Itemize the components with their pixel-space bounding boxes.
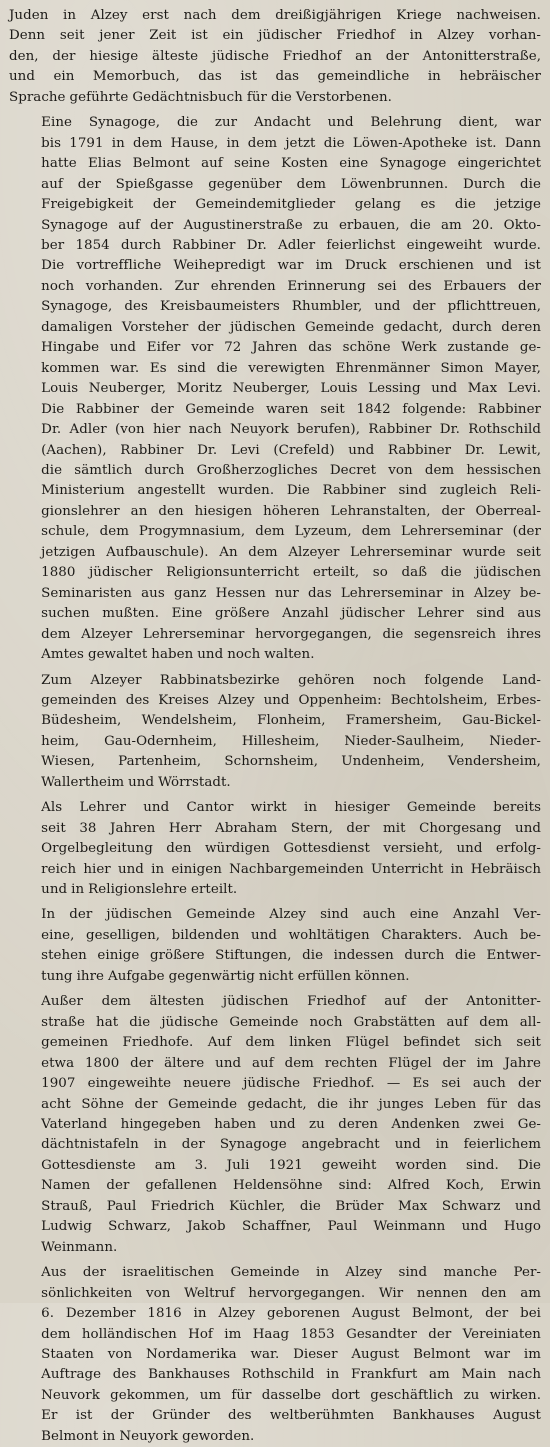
text-line: hatte Elias Belmont auf seine Kosten eine Synagoge eingerichtet — [41, 156, 541, 172]
text-line: straße hat die jüdische Gemeinde noch Grabstätten auf dem all- — [41, 1014, 541, 1030]
text-line: 1880 jüdischer Religionsunterricht erteilt, so daß die jüdischen — [41, 565, 541, 581]
text-line: Neuvork gekommen, um für dasselbe dort geschäftlich zu wirken. — [41, 1387, 541, 1403]
text-line: und ein Memorbuch, das ist das gemeindliche in hebräischer — [9, 69, 541, 85]
text-line: Aus der israelitischen Gemeinde in Alzey sind manche Per- — [41, 1265, 541, 1281]
text-line: Als Lehrer und Cantor wirkt in hiesiger Gemeinde bereits — [41, 800, 541, 816]
text-line: Die Rabbiner der Gemeinde waren seit 1842 folgende: Rabbiner — [41, 401, 541, 417]
text-line: Vaterland hingegeben haben und zu deren Andenken zwei Ge- — [41, 1117, 541, 1133]
text-line: die sämtlich durch Großherzogliches Decret von dem hessischen — [41, 462, 541, 478]
text-line: auf der Spießgasse gegenüber dem Löwenbrunnen. Durch die — [41, 176, 541, 192]
text-line: Büdesheim, Wendelsheim, Flonheim, Framersheim, Gau-Bickel- — [41, 713, 541, 729]
text-line: Staaten von Nordamerika war. Dieser August Belmont war im — [41, 1347, 541, 1362]
text-line: Louis Neuberger, Moritz Neuberger, Louis Lessing und Max Levi. — [41, 381, 541, 397]
text-line: 1907 eingeweihte neuere jüdische Friedhof. — Es sei auch der — [41, 1076, 541, 1092]
text-line: seit 38 Jahren Herr Abraham Stern, der mit Chorgesang und — [41, 820, 541, 836]
text-line: etwa 1800 der ältere und auf dem rechten Flügel der im Jahre — [41, 1055, 541, 1071]
text-line: Außer dem ältesten jüdischen Friedhof auf der Antonitter- — [41, 994, 541, 1010]
text-line: stehen einige größere Stiftungen, die indessen durch die Entwer- — [41, 948, 541, 964]
paragraph — [9, 1263, 541, 1447]
text-line: dächtnistafeln in der Synagoge angebracht und in feierlichem — [41, 1137, 541, 1153]
text-line: damaligen Vorsteher der jüdischen Gemeinde gedacht, durch deren — [41, 319, 541, 335]
text-line: dem Alzeyer Lehrerseminar hervorgegangen, die segensreich ihres — [41, 626, 541, 642]
text-line: Gottesdienste am 3. Juli 1921 geweiht worden sind. Die — [41, 1157, 541, 1173]
paragraph — [9, 671, 541, 794]
text-line: Wallertheim und Wörrstadt. — [41, 774, 231, 790]
text-line: acht Söhne der Gemeinde gedacht, die ihr junges Leben für das — [41, 1096, 541, 1112]
text-line: Er ist der Gründer des weltberühmten Bankhauses August — [41, 1408, 541, 1424]
text-line: Sprache geführte Gedächtnisbuch für die Verstorbenen. — [9, 89, 392, 105]
text-line: den, der hiesige älteste jüdische Friedhof an der Antonitterstraße, — [9, 48, 541, 64]
text-line: eine, geselligen, bildenden und wohltätigen Charakters. Auch be- — [41, 927, 541, 943]
text-line: Belmont in Neuyork geworden. — [41, 1428, 255, 1444]
text-line: Namen der gefallenen Heldensöhne sind: Alfred Koch, Erwin — [41, 1178, 541, 1194]
text-line: tung ihre Aufgabe gegenwärtig nicht erfüllen können. — [41, 968, 410, 984]
text-line: heim, Gau-Odernheim, Hillesheim, Nieder-Saulheim, Nieder- — [41, 733, 541, 749]
text-line: kommen war. Es sind die verewigten Ehrenmänner Simon Mayer, — [41, 360, 541, 376]
text-line: Denn seit jener Zeit ist ein jüdischer Friedhof in Alzey vorhan- — [9, 28, 541, 44]
text-line: Synagoge auf der Augustinerstraße zu erbauen, die am 20. Okto- — [41, 217, 541, 233]
text-line: bis 1791 in dem Hause, in dem jetzt die Löwen-Apotheke ist. Dann — [41, 135, 541, 151]
text-line: In der jüdischen Gemeinde Alzey sind auch eine Anzahl Ver- — [41, 907, 541, 923]
text-line: sönlichkeiten von Weltruf hervorgegangen. Wir nennen den am — [41, 1285, 541, 1301]
text-line: Zum Alzeyer Rabbinatsbezirke gehören noch folgende Land- — [41, 672, 541, 688]
text-line: ber 1854 durch Rabbiner Dr. Adler feierlichst eingeweiht wurde. — [41, 237, 541, 253]
text-line: Ministerium angestellt wurden. Die Rabbiner sind zugleich Reli- — [41, 483, 541, 499]
text-line: Hingabe und Eifer vor 72 Jahren das schöne Werk zustande ge- — [41, 340, 541, 356]
paragraph — [9, 113, 541, 665]
text-line: suchen mußten. Eine größere Anzahl jüdischer Lehrer sind aus — [41, 606, 541, 622]
text-line: Freigebigkeit der Gemeindemitglieder gelang es die jetzige — [41, 197, 541, 213]
text-line: Wiesen, Partenheim, Schornsheim, Undenheim, Vendersheim, — [41, 754, 541, 770]
text-line: Synagoge, des Kreisbaumeisters Rhumbler, und der pflichttreuen, — [41, 299, 541, 315]
text-line: Orgelbegleitung den würdigen Gottesdienst versieht, und erfolg- — [41, 841, 541, 857]
text-line: Dr. Adler (von hier nach Neuyork berufen), Rabbiner Dr. Rothschild — [41, 422, 541, 438]
paragraph — [9, 905, 541, 987]
paragraph — [9, 992, 541, 1258]
text-line: gemeinen Friedhofe. Auf dem linken Flügel befindet sich seit — [41, 1035, 541, 1051]
text-line: Seminaristen aus ganz Hessen nur das Lehrerseminar in Alzey be- — [41, 585, 541, 601]
paragraph — [9, 798, 541, 900]
text-line: jetzigen Aufbauschule). An dem Alzeyer Lehrerseminar wurde seit — [41, 544, 541, 560]
text-line: Eine Synagoge, die zur Andacht und Belehrung dient, war — [41, 115, 541, 131]
text-line: dem holländischen Hof im Haag 1853 Gesandter der Vereiniaten — [41, 1326, 541, 1342]
text-line: Amtes gewaltet haben und noch walten. — [41, 647, 315, 663]
text-line: gemeinden des Kreises Alzey und Oppenheim: Bechtolsheim, Erbes- — [41, 692, 541, 708]
text-line: gionslehrer an den hiesigen höheren Lehranstalten, der Oberreal- — [41, 503, 541, 519]
text-line: 6. Dezember 1816 in Alzey geborenen August Belmont, der bei — [41, 1306, 541, 1322]
text-line: Die vortreffliche Weihepredigt war im Druck erschienen und ist — [41, 258, 541, 274]
text-line: schule, dem Progymnasium, dem Lyzeum, dem Lehrerseminar (der — [41, 524, 541, 540]
text-line: (Aachen), Rabbiner Dr. Levi (Crefeld) und Rabbiner Dr. Lewit, — [41, 442, 541, 458]
text-line: Ludwig Schwarz, Jakob Schaffner, Paul Weinmann und Hugo — [41, 1219, 541, 1235]
text-line: und in Religionslehre erteilt. — [41, 882, 238, 898]
text-line: Weinmann. — [41, 1239, 118, 1255]
paragraph — [9, 6, 541, 108]
text-line: Juden in Alzey erst nach dem dreißigjährigen Kriege nachweisen. — [9, 8, 541, 23]
text-line: Strauß, Paul Friedrich Küchler, die Brüder Max Schwarz und — [41, 1198, 541, 1214]
text-line: noch vorhanden. Zur ehrenden Erinnerung sei des Erbauers der — [41, 278, 541, 294]
text-line: reich hier und in einigen Nachbargemeinden Unterricht in Hebräisch — [41, 861, 541, 877]
text-line: Auftrage des Bankhauses Rothschild in Frankfurt am Main nach — [41, 1367, 541, 1383]
